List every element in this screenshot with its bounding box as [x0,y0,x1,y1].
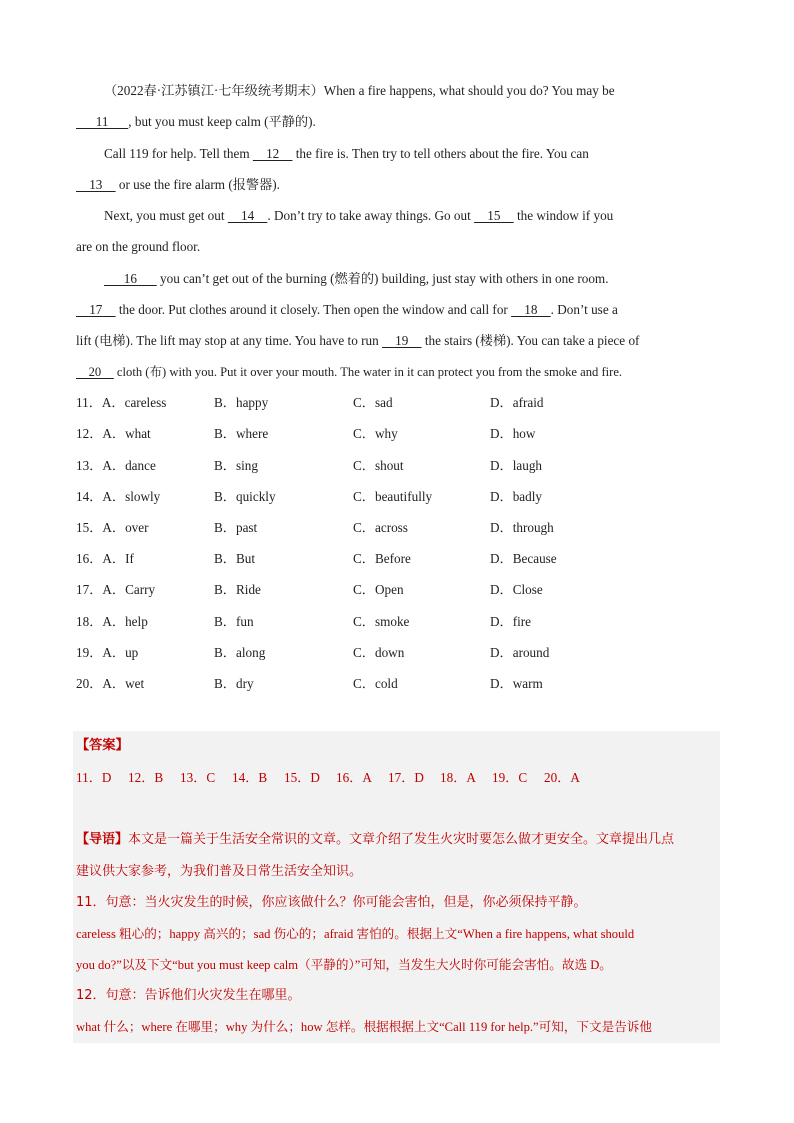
option-c: C．beautifully [353,489,433,504]
option-c: C．cold [353,676,398,691]
option-row-17 [76,581,716,599]
blank-15: 15 [474,208,514,223]
option-c: C．why [353,426,398,441]
guide-text: 本文是一篇关于生活安全常识的文章。文章介绍了发生火灾时要怎么做才更安全。文章提出几点 [128,832,675,847]
option-a: 11．A．careless [76,395,167,410]
option-d: D．Because [490,551,557,566]
option-b: B．along [214,645,266,660]
passage-line-5 [104,207,613,225]
passage-line-7 [104,270,609,288]
option-a: 12．A．what [76,426,151,441]
passage-text: . Don’t try to take away things. Go out [267,208,475,223]
option-d: D．through [490,520,554,535]
passage-text: the window if you [513,208,614,223]
passage-line-8 [76,301,618,319]
blank-14: 14 [227,208,268,223]
option-b: B．Ride [214,582,261,597]
passage-intro: （2022春·江苏镇江·七年级统考期末）When a fire happens, what should you do? You may be [104,83,615,98]
option-a: 16．A．If [76,551,134,566]
option-a: 14．A．slowly [76,489,161,504]
option-c: C．Before [353,551,411,566]
option-b: B．where [214,426,269,441]
passage-text: Call 119 for help. Tell them [104,146,253,161]
passage-text: cloth (布) with you. Put it over your mouth. The water in it can protect you from the smoke and fire. [113,365,623,379]
option-row-15 [76,519,716,537]
option-a: 20．A．wet [76,676,145,691]
option-c: C．down [353,645,405,660]
option-b: B．past [214,520,258,535]
passage-text: the stairs (楼梯). You can take a piece of [421,333,640,348]
option-d: D．warm [490,676,543,691]
guide-label: 【导语】 [76,832,129,847]
option-row-14 [76,488,716,506]
option-c: C．Open [353,582,404,597]
option-d: D．fire [490,614,532,629]
option-row-12 [76,425,716,443]
option-d: D．badly [490,489,543,504]
option-c: C．smoke [353,614,410,629]
option-a: 15．A．over [76,520,149,535]
passage-text: you can’t get out of the burning (燃着的) building, just stay with others in one room. [156,271,609,286]
q11-meaning: 11．句意：当火灾发生的时候，你应该做什么？你可能会害怕，但是，你必须保持平静。 [76,895,587,910]
passage-text: or use the fire alarm (报警器). [115,177,280,192]
answer-key: 12．B [128,770,164,785]
option-a: 18．A．help [76,614,148,629]
passage-line-10 [76,363,622,381]
option-c: C．shout [353,458,404,473]
blank-16: 16 [104,271,157,286]
option-b: B．sing [214,458,258,473]
answer-key: 17．D [388,770,424,785]
passage-text: are on the ground floor. [76,239,201,254]
answer-key: 16．A [336,770,372,785]
option-a: 13．A．dance [76,458,156,473]
option-d: D．afraid [490,395,544,410]
q11-explanation-2: you do?”以及下文“but you must keep calm（平静的）”可知，当发生大火时你可能会害怕。故选 D。 [76,958,612,972]
option-row-16 [76,550,716,568]
answer-key: 20．A [544,770,580,785]
answer-keys [76,769,596,787]
blank-19: 19 [381,333,422,348]
option-b: B．quickly [214,489,276,504]
passage-text: . Don’t use a [550,302,618,317]
option-d: D．how [490,426,536,441]
option-row-19 [76,644,716,662]
blank-13: 13 [76,177,116,192]
blank-20: 20 [76,365,114,379]
passage-text: the door. Put clothes around it closely. Then open the window and call for [115,302,512,317]
option-b: B．dry [214,676,254,691]
guide-line-2: 建议供大家参考，为我们普及日常生活安全知识。 [76,864,363,879]
passage-line-9 [76,332,639,350]
passage-line-6 [76,238,200,256]
option-c: C．sad [353,395,393,410]
q12-explanation-1: what 什么；where 在哪里；why 为什么；how 怎样。根据根据上文“Call 119 for help.”可知，下文是告诉他 [76,1020,652,1034]
answer-key: 11．D [76,770,112,785]
passage-line-1 [104,82,615,100]
option-b: B．happy [214,395,269,410]
option-row-18 [76,613,716,631]
passage-text: , but you must keep calm (平静的). [128,114,316,129]
option-a: 17．A．Carry [76,582,156,597]
passage-text: Next, you must get out [104,208,228,223]
q11-explanation-1: careless 粗心的；happy 高兴的；sad 伤心的；afraid 害怕的。根据上文“When a fire happens, what should [76,927,635,941]
answer-key: 14．B [232,770,268,785]
option-d: D．laugh [490,458,543,473]
blank-11: 11 [76,114,129,129]
option-c: C．across [353,520,408,535]
passage-line-4 [76,176,280,194]
option-row-11 [76,394,716,412]
passage-line-3 [104,145,589,163]
q12-meaning: 12．句意：告诉他们火灾发生在哪里。 [76,988,301,1003]
answer-heading: 【答案】 [76,738,129,753]
blank-12: 12 [252,146,293,161]
option-d: D．around [490,645,550,660]
blank-17: 17 [76,302,116,317]
passage-text: the fire is. Then try to tell others about the fire. You can [292,146,589,161]
answer-key: 13．C [180,770,216,785]
option-row-13 [76,457,716,475]
passage-text: lift (电梯). The lift may stop at any time. You have to run [76,333,382,348]
blank-18: 18 [511,302,551,317]
option-d: D．Close [490,582,543,597]
option-b: B．But [214,551,256,566]
passage-line-2 [76,113,316,131]
option-row-20 [76,675,716,693]
answer-key: 18．A [440,770,476,785]
answer-key: 15．D [284,770,320,785]
option-b: B．fun [214,614,254,629]
option-a: 19．A．up [76,645,139,660]
guide-line-1 [76,831,674,849]
answer-key: 19．C [492,770,528,785]
